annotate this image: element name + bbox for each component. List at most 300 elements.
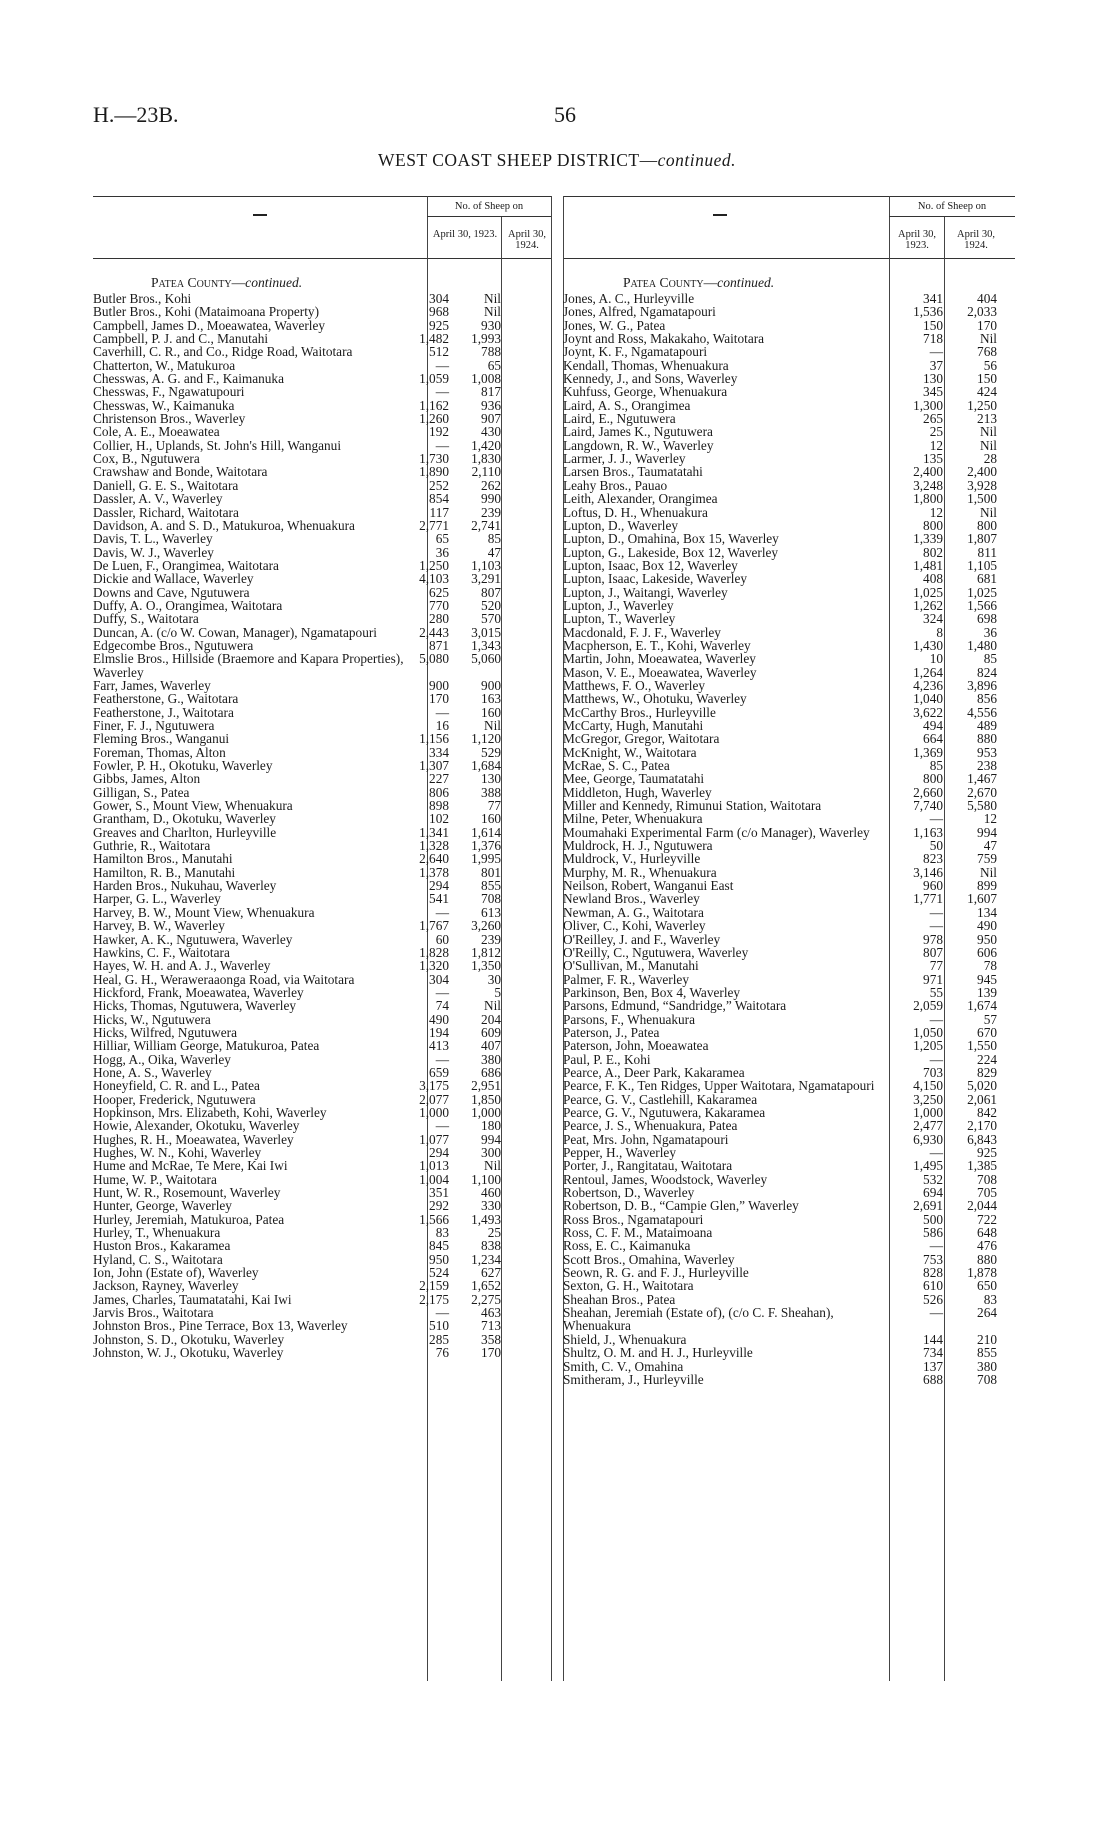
sheep-1924: 2,670 (967, 784, 997, 800)
sheep-1924: 1,674 (967, 998, 997, 1014)
sheep-1923: — (435, 904, 449, 920)
sheep-1924: 424 (977, 384, 997, 400)
owner-name: Edgecombe Bros., Ngutuwera (93, 637, 254, 653)
col-1924-header: April 30, 1924. (957, 229, 995, 251)
table-row (563, 1239, 1015, 1252)
table-row (93, 439, 551, 452)
sheep-1923: 1,378 (419, 864, 449, 880)
table-row (563, 546, 1015, 559)
sheep-1923: 1,000 (913, 1104, 943, 1120)
table-row (93, 973, 551, 986)
table-row (563, 933, 1015, 946)
table-row (93, 1093, 551, 1106)
sheep-1923: 3,622 (913, 704, 943, 720)
table-row (563, 906, 1015, 919)
sheep-1924: 3,260 (471, 918, 501, 934)
sheep-1924: 880 (977, 731, 997, 747)
sheep-1923: 144 (923, 1331, 943, 1347)
owner-name: Paul, P. E., Kohi (563, 1051, 651, 1067)
sheep-1923: 3,175 (419, 1078, 449, 1094)
owner-name: Ross, E. C., Kaimanuka (563, 1238, 691, 1254)
sheep-1924: 65 (487, 357, 501, 373)
owner-name: McGregor, Gregor, Waitotara (563, 731, 720, 747)
table-row (93, 1119, 551, 1132)
sheep-1924: 78 (983, 958, 997, 974)
sheep-1923: — (929, 1238, 943, 1254)
sheep-1924: 1,025 (967, 584, 997, 600)
table-row (563, 1199, 1015, 1212)
table-row (93, 586, 551, 599)
owner-name: Hicks, Thomas, Ngutuwera, Waverley (93, 998, 297, 1014)
sheep-1924: 1,420 (471, 437, 501, 453)
sheep-1923: 25 (929, 424, 943, 440)
table-row (93, 532, 551, 545)
table-row (563, 959, 1015, 972)
owner-name: Jones, Alfred, Ngamatapouri (563, 304, 716, 320)
sheep-1924: 2,110 (471, 464, 501, 480)
owner-name: O'Sullivan, M., Manutahi (563, 958, 699, 974)
sheep-1924: 801 (481, 864, 501, 880)
sheep-1923: 1,430 (913, 637, 943, 653)
table-row (93, 879, 551, 892)
owner-name: Matthews, F. O., Waverley (563, 677, 706, 693)
sheep-1924: 1,105 (967, 557, 997, 573)
table-row (563, 492, 1015, 505)
table-row (93, 399, 551, 412)
sheep-1923: 541 (429, 891, 449, 907)
sheep-1924: 163 (481, 691, 501, 707)
sheep-1924: Nil (484, 1158, 501, 1174)
table-row (563, 946, 1015, 959)
table-row (563, 359, 1015, 372)
table-row (93, 1186, 551, 1199)
sheep-1923: 871 (429, 637, 449, 653)
sheep-1924: 613 (481, 904, 501, 920)
sheep-1923: — (435, 357, 449, 373)
sheep-1924: 1,812 (471, 944, 501, 960)
sheep-1923: 1,264 (913, 664, 943, 680)
table-row (563, 973, 1015, 986)
owner-name: O'Reilley, J. and F., Waverley (563, 931, 721, 947)
right-rows (563, 292, 1015, 1386)
table-row (563, 666, 1015, 679)
sheep-1923: 2,059 (913, 998, 943, 1014)
table-row (563, 1333, 1015, 1346)
owner-name: Hogg, A., Oika, Waverley (93, 1051, 231, 1067)
sheep-1923: 135 (923, 451, 943, 467)
sheep-1923: 900 (429, 677, 449, 693)
sheep-1924: 238 (977, 758, 997, 774)
owner-name: Robertson, D. B., “Campie Glen,” Waverley (563, 1198, 799, 1214)
table-row (563, 1119, 1015, 1132)
sheep-1923: 806 (429, 784, 449, 800)
owner-name: Hunter, George, Waverley (93, 1198, 232, 1214)
sheep-1924: 648 (977, 1225, 997, 1241)
sheep-1923: 960 (923, 878, 943, 894)
table-row (93, 1239, 551, 1252)
sheep-1924: 708 (977, 1171, 997, 1187)
sheep-1923: 102 (429, 811, 449, 827)
owner-name: Fleming Bros., Wanganui (93, 731, 230, 747)
sheep-1924: 807 (481, 584, 501, 600)
sheep-1923: 1,341 (419, 824, 449, 840)
sheep-1923: — (435, 437, 449, 453)
sheep-1923: 2,077 (419, 1091, 449, 1107)
table-row (93, 799, 551, 812)
owner-name: Hunt, W. R., Rosemount, Waverley (93, 1185, 281, 1201)
sheep-1923: 1,040 (913, 691, 943, 707)
sheep-1924: 945 (977, 971, 997, 987)
table-row (563, 799, 1015, 812)
sheep-1924: 788 (481, 344, 501, 360)
table-row (563, 1293, 1015, 1306)
sheep-1923: 828 (923, 1265, 943, 1281)
sheep-1923: — (435, 1305, 449, 1321)
table-row (93, 1279, 551, 1292)
sheep-1923: 117 (429, 504, 449, 520)
table-row (563, 479, 1015, 492)
owner-name: Laird, James K., Ngutuwera (563, 424, 713, 440)
sheep-1923: 1,163 (913, 824, 943, 840)
sheep-1924: 899 (977, 878, 997, 894)
sheep-1924: Nil (980, 504, 997, 520)
owner-name: Kendall, Thomas, Whenuakura (563, 357, 729, 373)
sheep-1923: 802 (923, 544, 943, 560)
table-row (563, 1266, 1015, 1279)
sheep-1924: 722 (977, 1211, 997, 1227)
table-row (563, 786, 1015, 799)
owner-name: McCarty, Hugh, Manutahi (563, 718, 704, 733)
sheep-1924: 1,550 (967, 1038, 997, 1054)
sheep-1923: 610 (923, 1278, 943, 1294)
table-row (563, 1360, 1015, 1373)
sheep-1924: 529 (481, 744, 501, 760)
table-row (563, 879, 1015, 892)
sheep-1924: 570 (481, 611, 501, 627)
table-row (563, 1053, 1015, 1066)
sheep-1923: 1,828 (419, 944, 449, 960)
sheep-1924: 213 (977, 411, 997, 427)
sheep-1924: Nil (484, 718, 501, 733)
table-row (563, 1106, 1015, 1119)
table-row (93, 1199, 551, 1212)
sheep-1923: — (929, 904, 943, 920)
owner-name: Grantham, D., Okotuku, Waverley (93, 811, 276, 827)
table-row (93, 1293, 551, 1306)
sheep-1923: 1,482 (419, 331, 449, 347)
left-table (93, 196, 551, 1681)
sheep-1924: 57 (983, 1011, 997, 1027)
sheep-1923: — (929, 1145, 943, 1160)
sheep-1924: 380 (977, 1358, 997, 1374)
sheep-1923: 1,260 (419, 411, 449, 427)
sheep-1924: 829 (977, 1064, 997, 1080)
sheep-1923: 170 (429, 691, 449, 707)
sheep-1923: 36 (435, 544, 449, 560)
owner-name: Dickie and Wallace, Waverley (93, 571, 254, 587)
owner-name: Hicks, W., Ngutuwera (93, 1011, 211, 1027)
sheep-1924: 56 (983, 357, 997, 373)
sheep-1924: 2,061 (967, 1091, 997, 1107)
table-row (93, 1266, 551, 1279)
table-row (563, 399, 1015, 412)
table-row (563, 1373, 1015, 1386)
owner-name: Elmslie Bros., Hillside (Braemore and Kapara Properties), Waverley (93, 651, 404, 680)
sheep-1924: 2,033 (967, 304, 997, 320)
owner-name: Shield, J., Whenuakura (563, 1331, 687, 1347)
sheep-1923: 694 (923, 1185, 943, 1201)
owner-name: Kennedy, J., and Sons, Waverley (563, 371, 738, 387)
owner-name: Pearce, F. K., Ten Ridges, Upper Waitotara, Ngamatapouri (563, 1078, 875, 1094)
sheep-1924: 950 (977, 931, 997, 947)
sheep-1924: 1,607 (967, 891, 997, 907)
sheep-1923: 55 (929, 984, 943, 1000)
owner-name: Greaves and Charlton, Hurleyville (93, 824, 277, 840)
owner-name: Cox, B., Ngutuwera (93, 451, 200, 467)
sheep-1924: 239 (481, 931, 501, 947)
sheep-1924: 204 (481, 1011, 501, 1027)
sheep-1924: 2,170 (967, 1118, 997, 1134)
owner-name: Lupton, Isaac, Lakeside, Waverley (563, 571, 748, 587)
owner-name: Hicks, Wilfred, Ngutuwera (93, 1024, 237, 1040)
sheep-1924: 30 (487, 971, 501, 987)
owner-name: Leith, Alexander, Orangimea (563, 491, 718, 507)
table-row (93, 1079, 551, 1092)
sheep-1924: 1,500 (967, 491, 997, 507)
table-row (93, 1106, 551, 1119)
owner-name: Moumahaki Experimental Farm (c/o Manager), Waverley (563, 824, 870, 840)
table-row (93, 906, 551, 919)
table-row (563, 772, 1015, 785)
sheep-1923: 345 (923, 384, 943, 400)
owner-name: Neilson, Robert, Wanganui East (563, 878, 734, 894)
sheep-1923: — (435, 984, 449, 1000)
table-row (93, 1319, 551, 1332)
table-row (93, 1026, 551, 1039)
table-row (93, 492, 551, 505)
sheep-1923: 3,146 (913, 864, 943, 880)
sheep-1923: 12 (929, 437, 943, 453)
sheep-1924: 1,480 (967, 637, 997, 653)
sheep-1923: — (929, 1305, 943, 1321)
table-row (93, 359, 551, 372)
owner-name: Lupton, Isaac, Box 12, Waverley (563, 557, 738, 573)
owner-name: Chesswas, A. G. and F., Kaimanuka (93, 371, 284, 387)
sheep-1923: 2,660 (913, 784, 943, 800)
sheep-1924: 4,556 (967, 704, 997, 720)
table-row (563, 692, 1015, 705)
sheep-1924: 5,580 (967, 798, 997, 814)
sheep-1924: Nil (484, 291, 501, 306)
sheep-1924: 134 (977, 904, 997, 920)
owner-name: Dassler, A. V., Waverley (93, 491, 223, 507)
sheep-1923: 1,000 (419, 1104, 449, 1120)
sheep-1923: 130 (923, 371, 943, 387)
sheep-1924: 1,684 (471, 758, 501, 774)
table-row (563, 892, 1015, 905)
right-table (563, 196, 1015, 1681)
sheep-1924: 3,896 (967, 677, 997, 693)
owner-name: Gibbs, James, Alton (93, 771, 201, 787)
sheep-1924: 1,350 (471, 958, 501, 974)
table-row (93, 679, 551, 692)
owner-name: Miller and Kennedy, Rimunui Station, Waitotara (563, 798, 822, 814)
sheep-1924: 842 (977, 1104, 997, 1120)
sheep-1924: 520 (481, 597, 501, 613)
sheep-1923: — (929, 344, 943, 360)
table-row (563, 465, 1015, 478)
table-row (563, 746, 1015, 759)
table-row (563, 1173, 1015, 1186)
sheep-1924: 210 (977, 1331, 997, 1347)
owner-name: Foreman, Thomas, Alton (93, 744, 226, 760)
sheep-1923: 625 (429, 584, 449, 600)
table-row (563, 812, 1015, 825)
sheep-1924: 130 (481, 771, 501, 787)
owner-name: Lupton, D., Omahina, Box 15, Waverley (563, 531, 779, 547)
sheep-1923: 854 (429, 491, 449, 507)
owner-name: Langdown, R. W., Waverley (563, 437, 714, 453)
sheep-1924: 907 (481, 411, 501, 427)
owner-name: Lupton, J., Waverley (563, 597, 674, 613)
sheep-1924: 380 (481, 1051, 501, 1067)
sheep-1924: 705 (977, 1185, 997, 1201)
owner-name: Harvey, B. W., Waverley (93, 918, 225, 934)
table-row (563, 826, 1015, 839)
sheep-1924: 139 (977, 984, 997, 1000)
owner-name: Lupton, J., Waitangi, Waverley (563, 584, 728, 600)
owner-name: Jackson, Rayney, Waverley (93, 1278, 239, 1294)
sheep-1923: 280 (429, 611, 449, 627)
sheep-1923: 2,691 (913, 1198, 943, 1214)
owner-name: Ross Bros., Ngamatapouri (563, 1211, 704, 1227)
sheep-1923: 500 (923, 1211, 943, 1227)
sheep-1923: 532 (923, 1171, 943, 1187)
sheep-1923: 5,080 (419, 651, 449, 667)
table-row (93, 933, 551, 946)
sheep-1923: 12 (929, 504, 943, 520)
table-row (93, 786, 551, 799)
table-row (93, 852, 551, 865)
table-row (93, 706, 551, 719)
sheep-1924: Nil (484, 304, 501, 320)
table-row (93, 1306, 551, 1319)
sheep-1924: 264 (977, 1305, 997, 1321)
sheep-1924: Nil (484, 998, 501, 1014)
sheep-1923: 6,930 (913, 1131, 943, 1147)
table-row (93, 652, 551, 679)
sheep-1923: 2,400 (913, 464, 943, 480)
sheep-1924: 1,103 (471, 557, 501, 573)
owner-name: Mason, V. E., Moeawatea, Waverley (563, 664, 757, 680)
owner-name: Shultz, O. M. and H. J., Hurleyville (563, 1345, 753, 1361)
owner-name: Hooper, Frederick, Ngutuwera (93, 1091, 256, 1107)
sheep-1923: 1,730 (419, 451, 449, 467)
owner-name: Guthrie, R., Waitotara (93, 838, 211, 854)
table-row (563, 305, 1015, 318)
table-row (563, 332, 1015, 345)
owner-name: Parsons, Edmund, “Sandridge,” Waitotara (563, 998, 787, 1014)
sheep-1924: 936 (481, 397, 501, 413)
sheep-count-header: No. of Sheep on (917, 201, 987, 212)
sheep-1923: 1,800 (913, 491, 943, 507)
table-row (93, 812, 551, 825)
table-row (563, 1186, 1015, 1199)
owner-name: Milne, Peter, Whenuakura (563, 811, 703, 827)
sheep-1924: 404 (977, 291, 997, 306)
sheep-1923: 925 (429, 317, 449, 333)
table-row (563, 999, 1015, 1012)
owner-name: Mee, George, Taumatatahi (563, 771, 705, 787)
table-row (93, 305, 551, 318)
owner-name: Pearce, G. V., Ngutuwera, Kakaramea (563, 1104, 766, 1120)
title-continued: continued. (657, 150, 736, 170)
table-row (93, 412, 551, 425)
table-row (93, 1213, 551, 1226)
owner-name: Farr, James, Waverley (93, 677, 211, 693)
owner-name: Johnston, S. D., Okotuku, Waverley (93, 1331, 285, 1347)
owner-name: Laird, A. S., Orangimea (563, 397, 691, 413)
sheep-1923: 4,150 (913, 1078, 943, 1094)
owner-name: Leahy Bros., Pauao (563, 477, 668, 493)
sheep-1923: 1,307 (419, 758, 449, 774)
owner-name: Hume and McRae, Te Mere, Kai Iwi (93, 1158, 288, 1174)
table-row (93, 732, 551, 745)
owner-name: Huston Bros., Kakaramea (93, 1238, 231, 1254)
owner-name: Campbell, P. J. and C., Manutahi (93, 331, 269, 347)
owner-name: Collier, H., Uplands, St. John's Hill, Wanganui (93, 437, 342, 453)
table-row (93, 559, 551, 572)
sheep-1924: 85 (983, 651, 997, 667)
sheep-1924: 388 (481, 784, 501, 800)
sheep-1923: 292 (429, 1198, 449, 1214)
owner-name: Davis, T. L., Waverley (93, 531, 213, 547)
owner-name: Pearce, J. S., Whenuakura, Patea (563, 1118, 738, 1134)
sheep-1924: 930 (481, 317, 501, 333)
owner-name: Heal, G. H., Weraweraaonga Road, via Waitotara (93, 971, 355, 987)
sheep-1923: 294 (429, 878, 449, 894)
owner-name: Robertson, D., Waverley (563, 1185, 695, 1201)
table-row (93, 946, 551, 959)
owner-name: Pepper, H., Waverley (563, 1145, 676, 1160)
table-row (563, 532, 1015, 545)
sheep-1924: 262 (481, 477, 501, 493)
sheep-1924: 2,275 (471, 1291, 501, 1307)
sheep-1924: 36 (983, 624, 997, 640)
owner-name: Christenson Bros., Waverley (93, 411, 246, 427)
sheep-1924: 3,291 (471, 571, 501, 587)
table-row (563, 599, 1015, 612)
sheep-1923: 1,369 (913, 744, 943, 760)
sheep-1924: 880 (977, 1251, 997, 1267)
owner-name: Butler Bros., Kohi (93, 291, 192, 306)
sheep-1924: 460 (481, 1185, 501, 1201)
owner-name: Joynt and Ross, Makakaho, Waitotara (563, 331, 765, 347)
sheep-1923: 2,159 (419, 1278, 449, 1294)
sheep-1923: — (435, 704, 449, 720)
sheep-1924: 1,100 (471, 1171, 501, 1187)
table-row (563, 1159, 1015, 1172)
table-row (93, 1226, 551, 1239)
sheep-1924: 490 (977, 918, 997, 934)
table-row (563, 1066, 1015, 1079)
owner-name: Pearce, A., Deer Park, Kakaramea (563, 1064, 745, 1080)
sheep-1923: 1,162 (419, 397, 449, 413)
sheep-1923: 800 (923, 771, 943, 787)
table-row (563, 986, 1015, 999)
owner-name: Newman, A. G., Waitotara (563, 904, 704, 920)
sheep-1924: 5 (494, 984, 501, 1000)
